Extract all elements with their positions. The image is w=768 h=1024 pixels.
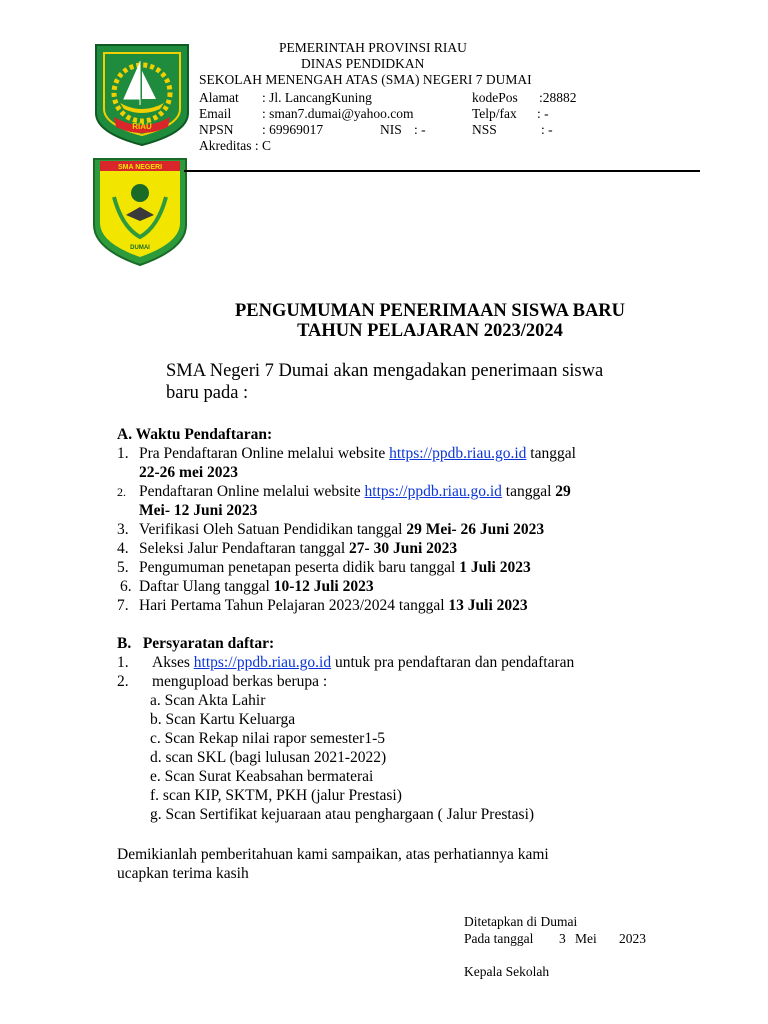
kodepos-value: :28882 [539, 90, 577, 105]
item-date: 13 Juli 2023 [448, 597, 528, 614]
item-text: Akses [152, 654, 190, 671]
item-text: Seleksi Jalur Pendaftaran tanggal [139, 540, 346, 557]
item-text: Pra Pendaftaran Online melalui website [139, 445, 386, 462]
section-a-heading: A. Waktu Pendaftaran: [117, 426, 273, 443]
item-number: 7. [117, 597, 129, 614]
item-continuation: 22-26 mei 2023 [139, 464, 239, 481]
item-number: 4. [117, 540, 129, 557]
email-value: : sman7.dumai@yahoo.com [262, 106, 414, 121]
item-date: 1 Juli 2023 [459, 559, 531, 576]
item-text: tanggal [530, 445, 576, 462]
item-text: tanggal [505, 483, 552, 500]
telp-value: : - [537, 106, 549, 121]
item-continuation: Mei- 12 Juni 2023 [139, 502, 258, 519]
list-item [117, 444, 576, 463]
email-label: Email [199, 106, 232, 121]
item-date: 29 Mei- 26 Juni 2023 [406, 521, 545, 538]
kodepos-label: kodePos [472, 90, 518, 105]
signature-place: Ditetapkan di Dumai [464, 914, 578, 929]
file-item: g. Scan Sertifikat kejuaraan atau penghargaan ( Jalur Prestasi) [150, 806, 535, 823]
signature-date-month: Mei [575, 931, 597, 946]
file-item: a. Scan Akta Lahir [150, 692, 266, 709]
item-text: Verifikasi Oleh Satuan Pendidikan tanggal [139, 521, 403, 538]
file-item: f. scan KIP, SKTM, PKH (jalur Prestasi) [150, 787, 402, 804]
ppdb-link[interactable]: https://ppdb.riau.go.id [193, 654, 332, 671]
item-number: 1. [117, 445, 129, 462]
npsn-value: : 69969017 [262, 122, 324, 137]
telp-label: Telp/fax [472, 106, 517, 121]
list-item [120, 577, 374, 596]
file-item: e. Scan Surat Keabsahan bermaterai [150, 768, 374, 785]
npsn-label: NPSN [199, 122, 234, 137]
signature-date [464, 931, 646, 947]
list-item [117, 558, 531, 577]
item-date: 27- 30 Juni 2023 [349, 540, 458, 557]
alamat-label: Alamat [199, 90, 239, 105]
item-text: mengupload berkas berupa : [152, 673, 328, 690]
closing-line-1: Demikianlah pemberitahuan kami sampaikan, atas perhatiannya kami [117, 846, 549, 863]
section-b-heading: B. Persyaratan daftar: [117, 635, 275, 652]
item-number: 2. [117, 485, 126, 499]
nss-label: NSS [472, 122, 497, 137]
list-item [117, 539, 458, 558]
list-item [117, 482, 571, 502]
nis-value: : - [414, 122, 426, 137]
announcement-year: TAHUN PELAJARAN 2023/2024 [297, 321, 563, 341]
item-number: 2. [117, 673, 129, 690]
item-number: 1. [117, 654, 129, 671]
item-text: Daftar Ulang tanggal [139, 578, 270, 595]
list-item [117, 520, 545, 539]
ppdb-link[interactable]: https://ppdb.riau.go.id [364, 483, 502, 500]
nss-value: : - [541, 122, 553, 137]
school-logo-subtext: DUMAI [130, 245, 150, 251]
list-item [117, 672, 328, 691]
item-text: Pendaftaran Online melalui website [139, 483, 361, 500]
letterhead-government: PEMERINTAH PROVINSI RIAU [279, 40, 467, 55]
letterhead-department: DINAS PENDIDKAN [301, 56, 425, 71]
nis-label: NIS [380, 122, 402, 137]
announcement-title: PENGUMUMAN PENERIMAAN SISWA BARU [234, 301, 626, 321]
signature-date-year: 2023 [619, 931, 646, 946]
alamat-value: : Jl. LancangKuning [262, 90, 372, 105]
closing-line-2: ucapkan terima kasih [117, 865, 249, 882]
file-item: b. Scan Kartu Keluarga [150, 711, 296, 728]
signature-date-day: 3 [559, 931, 566, 946]
intro-line-2: baru pada : [166, 383, 249, 403]
item-number: 3. [117, 521, 129, 538]
signature-date-label: Pada tanggal [464, 931, 534, 946]
item-text: Pengumuman penetapan peserta didik baru tanggal [139, 559, 456, 576]
letterhead-divider [184, 170, 700, 172]
item-text: untuk pra pendaftaran dan pendaftaran [334, 654, 575, 671]
letterhead-school-name: SEKOLAH MENENGAH ATAS (SMA) NEGERI 7 DUMAI [199, 72, 532, 87]
riau-logo-text: RIAU [132, 122, 152, 131]
intro-line-1: SMA Negeri 7 Dumai akan mengadakan penerimaan siswa [166, 361, 604, 381]
item-number: 6. [120, 578, 132, 595]
item-date: 10-12 Juli 2023 [273, 578, 374, 595]
school-logo [92, 157, 188, 267]
riau-province-logo [94, 43, 190, 147]
ppdb-link[interactable]: https://ppdb.riau.go.id [389, 445, 527, 462]
item-number: 5. [117, 559, 129, 576]
file-item: c. Scan Rekap nilai rapor semester1-5 [150, 730, 385, 747]
signature-position: Kepala Sekolah [464, 964, 550, 979]
akreditas: Akreditas : C [199, 138, 271, 153]
item-text: Hari Pertama Tahun Pelajaran 2023/2024 tanggal [139, 597, 445, 614]
file-item: d. scan SKL (bagi lulusan 2021-2022) [150, 749, 387, 766]
school-logo-text: SMA NEGERI [117, 164, 163, 171]
list-item [117, 596, 528, 615]
item-date: 29 [555, 483, 571, 500]
list-item [117, 653, 575, 672]
